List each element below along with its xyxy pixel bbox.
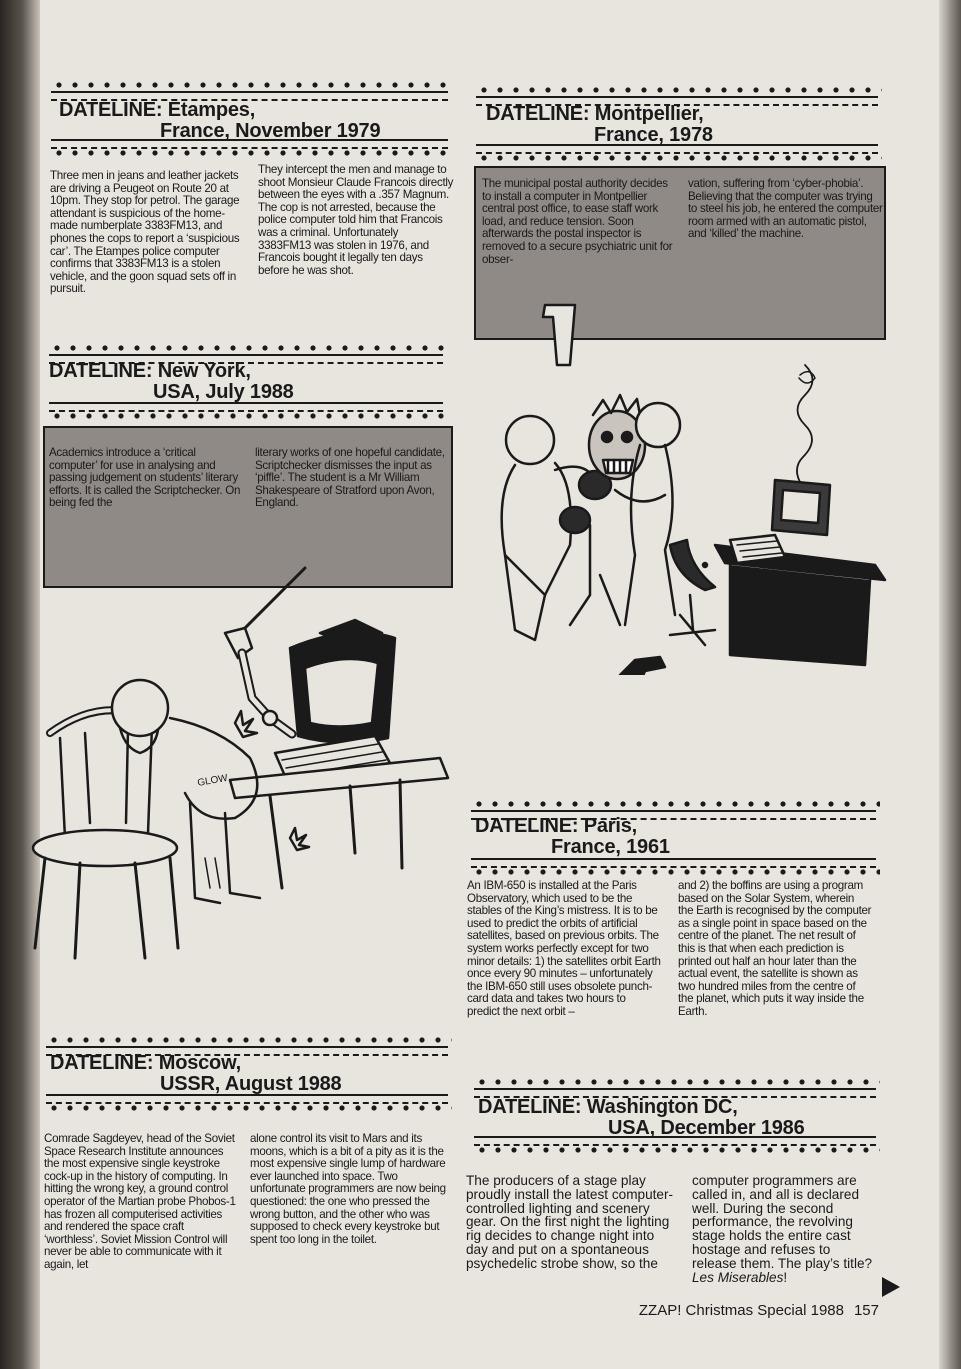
continue-arrow-icon — [882, 1277, 900, 1297]
story-moscow-col2: alone control its visit to Mars and its moons, which is a bit of a pity as it is the most expensive single lump of hardware ever launched into space. Two unfortunate programmers are now being questioned: the one who pressed the wrong button, and the other who was supposed to check every keystroke but spent too long in the toilet. — [250, 1132, 446, 1246]
dateline-subtitle: France, 1961 — [551, 836, 670, 858]
dateline-title: DATELINE: Montpellier, — [486, 103, 704, 125]
cartoon-computer-fight — [475, 295, 895, 675]
story-washington-col2 — [692, 1174, 876, 1284]
story-moscow-col1: Comrade Sagdeyev, head of the Soviet Space Research Institute announces the most expensive single keystroke cock-up in the history of computing. In hitting the wrong key, a ground control operator of the Martian probe Phobos-1 has frozen all computerised activities and rendered the space craft ‘worthless’. Soviet Mission Control will never be able to communicate with it again, let — [44, 1132, 236, 1271]
dateline-banner-newyork — [43, 340, 453, 422]
dateline-title: DATELINE: New York, — [49, 360, 251, 382]
dateline-subtitle: USSR, August 1988 — [160, 1073, 342, 1095]
story-newyork-col2: literary works of one hopeful candidate, Scriptchecker dismisses the input as ‘piffle’. The student is a Mr William Shakespeare of Stratford upon Avon, England. — [255, 446, 445, 510]
dateline-subtitle: USA, July 1988 — [153, 381, 294, 403]
page-footer — [629, 1302, 879, 1319]
dateline-title: DATELINE: Moscow, — [50, 1052, 242, 1074]
story-washington-text: computer programmers are called in, and all is declared well. During the second performance, the revolving stage holds the entire cast hostage and refuses to release them. The play’s title? — [692, 1173, 873, 1271]
dateline-banner-montpellier — [470, 82, 888, 164]
dateline-title: DATELINE: Washington DC, — [478, 1096, 738, 1118]
dateline-banner-washington — [468, 1074, 886, 1156]
dateline-banner-etampes — [45, 77, 458, 159]
story-paris-col1: An IBM-650 is installed at the Paris Observatory, which used to be the stables of the King’s mistress. It is to be used to predict the orbits of artificial satellites, based on previous orbits. The system works perfectly except for two minor details: 1) the satellites orbit Earth once every 90 minutes – unfortunately the IBM-650 still uses obsolete punch-card data and takes two hours to predict the next orbit – — [467, 879, 661, 1018]
publication-name: ZZAP! Christmas Special 1988 — [638, 1302, 844, 1319]
dateline-subtitle: France, November 1979 — [160, 120, 381, 142]
story-washington-punctuation: ! — [783, 1269, 788, 1285]
story-washington-col1: The producers of a stage play proudly install the latest computer-controlled lighting and scenery gear. On the first night the lighting rig decides to change night into day and put on a spontaneous psychedelic strobe show, so the — [466, 1173, 674, 1271]
dateline-subtitle: France, 1978 — [594, 124, 713, 146]
cartoon-shakespeare-computer — [20, 558, 460, 978]
story-etampes-col2: They intercept the men and manage to shoot Monsieur Claude Francois directly between the eyes with a .357 Magnum. The cop is not arrested, because the police computer told him that Francois was a criminal. Unfortunately 3383FM13 was stolen in 1976, and Francois bought it legally ten days before he was shot. — [258, 163, 454, 277]
dateline-banner-paris — [465, 796, 886, 878]
dateline-title: DATELINE: Paris, — [475, 815, 638, 837]
play-title: Les Miserables — [692, 1269, 784, 1285]
story-montpellier-col1: The municipal postal authority decides to install a computer in Montpellier central post office, to ease staff work load, and reduce tension. Soon afterwards the postal inspector is removed to a secure psychiatric unit for obser- — [482, 177, 673, 266]
dateline-title: DATELINE: Etampes, — [59, 99, 256, 121]
story-paris-col2: and 2) the boffins are using a program based on the Solar System, wherein the Earth is recognised by the computer as a single point in space based on the centre of the planet. The net result of this is that when each prediction is printed out half an hour later than the actual event, the satellite is shown as two hundred miles from the centre of the planet, which puts it way inside the Earth. — [678, 879, 872, 1018]
story-newyork-col1: Academics introduce a ‘critical computer’ for use in analysing and passing judgement on students’ literary efforts. It is called the Scriptchecker. On being fed the — [49, 446, 241, 510]
page-edge-shadow — [939, 0, 961, 1369]
dateline-subtitle: USA, December 1986 — [608, 1117, 805, 1139]
story-etampes-col1: Three men in jeans and leather jackets are driving a Peugeot on Route 20 at 10pm. They stop for petrol. The garage attendant is suspicious of the home-made numberplate 3383FM13, and phones the cops to report a ‘suspicious car’. The Etampes police computer confirms that 3383FM13 is a stolen vehicle, and the goon squad sets off in pursuit. — [50, 169, 240, 296]
cartoon-glow-label: GLOW — [196, 772, 229, 789]
dateline-banner-moscow — [40, 1032, 458, 1114]
page-number: 157 — [853, 1302, 879, 1319]
story-montpellier-col2: vation, suffering from ‘cyber-phobia’. Believing that the computer was trying to steel his job, he entered the computer room armed with an automatic pistol, and ‘killed’ the machine. — [688, 177, 883, 241]
